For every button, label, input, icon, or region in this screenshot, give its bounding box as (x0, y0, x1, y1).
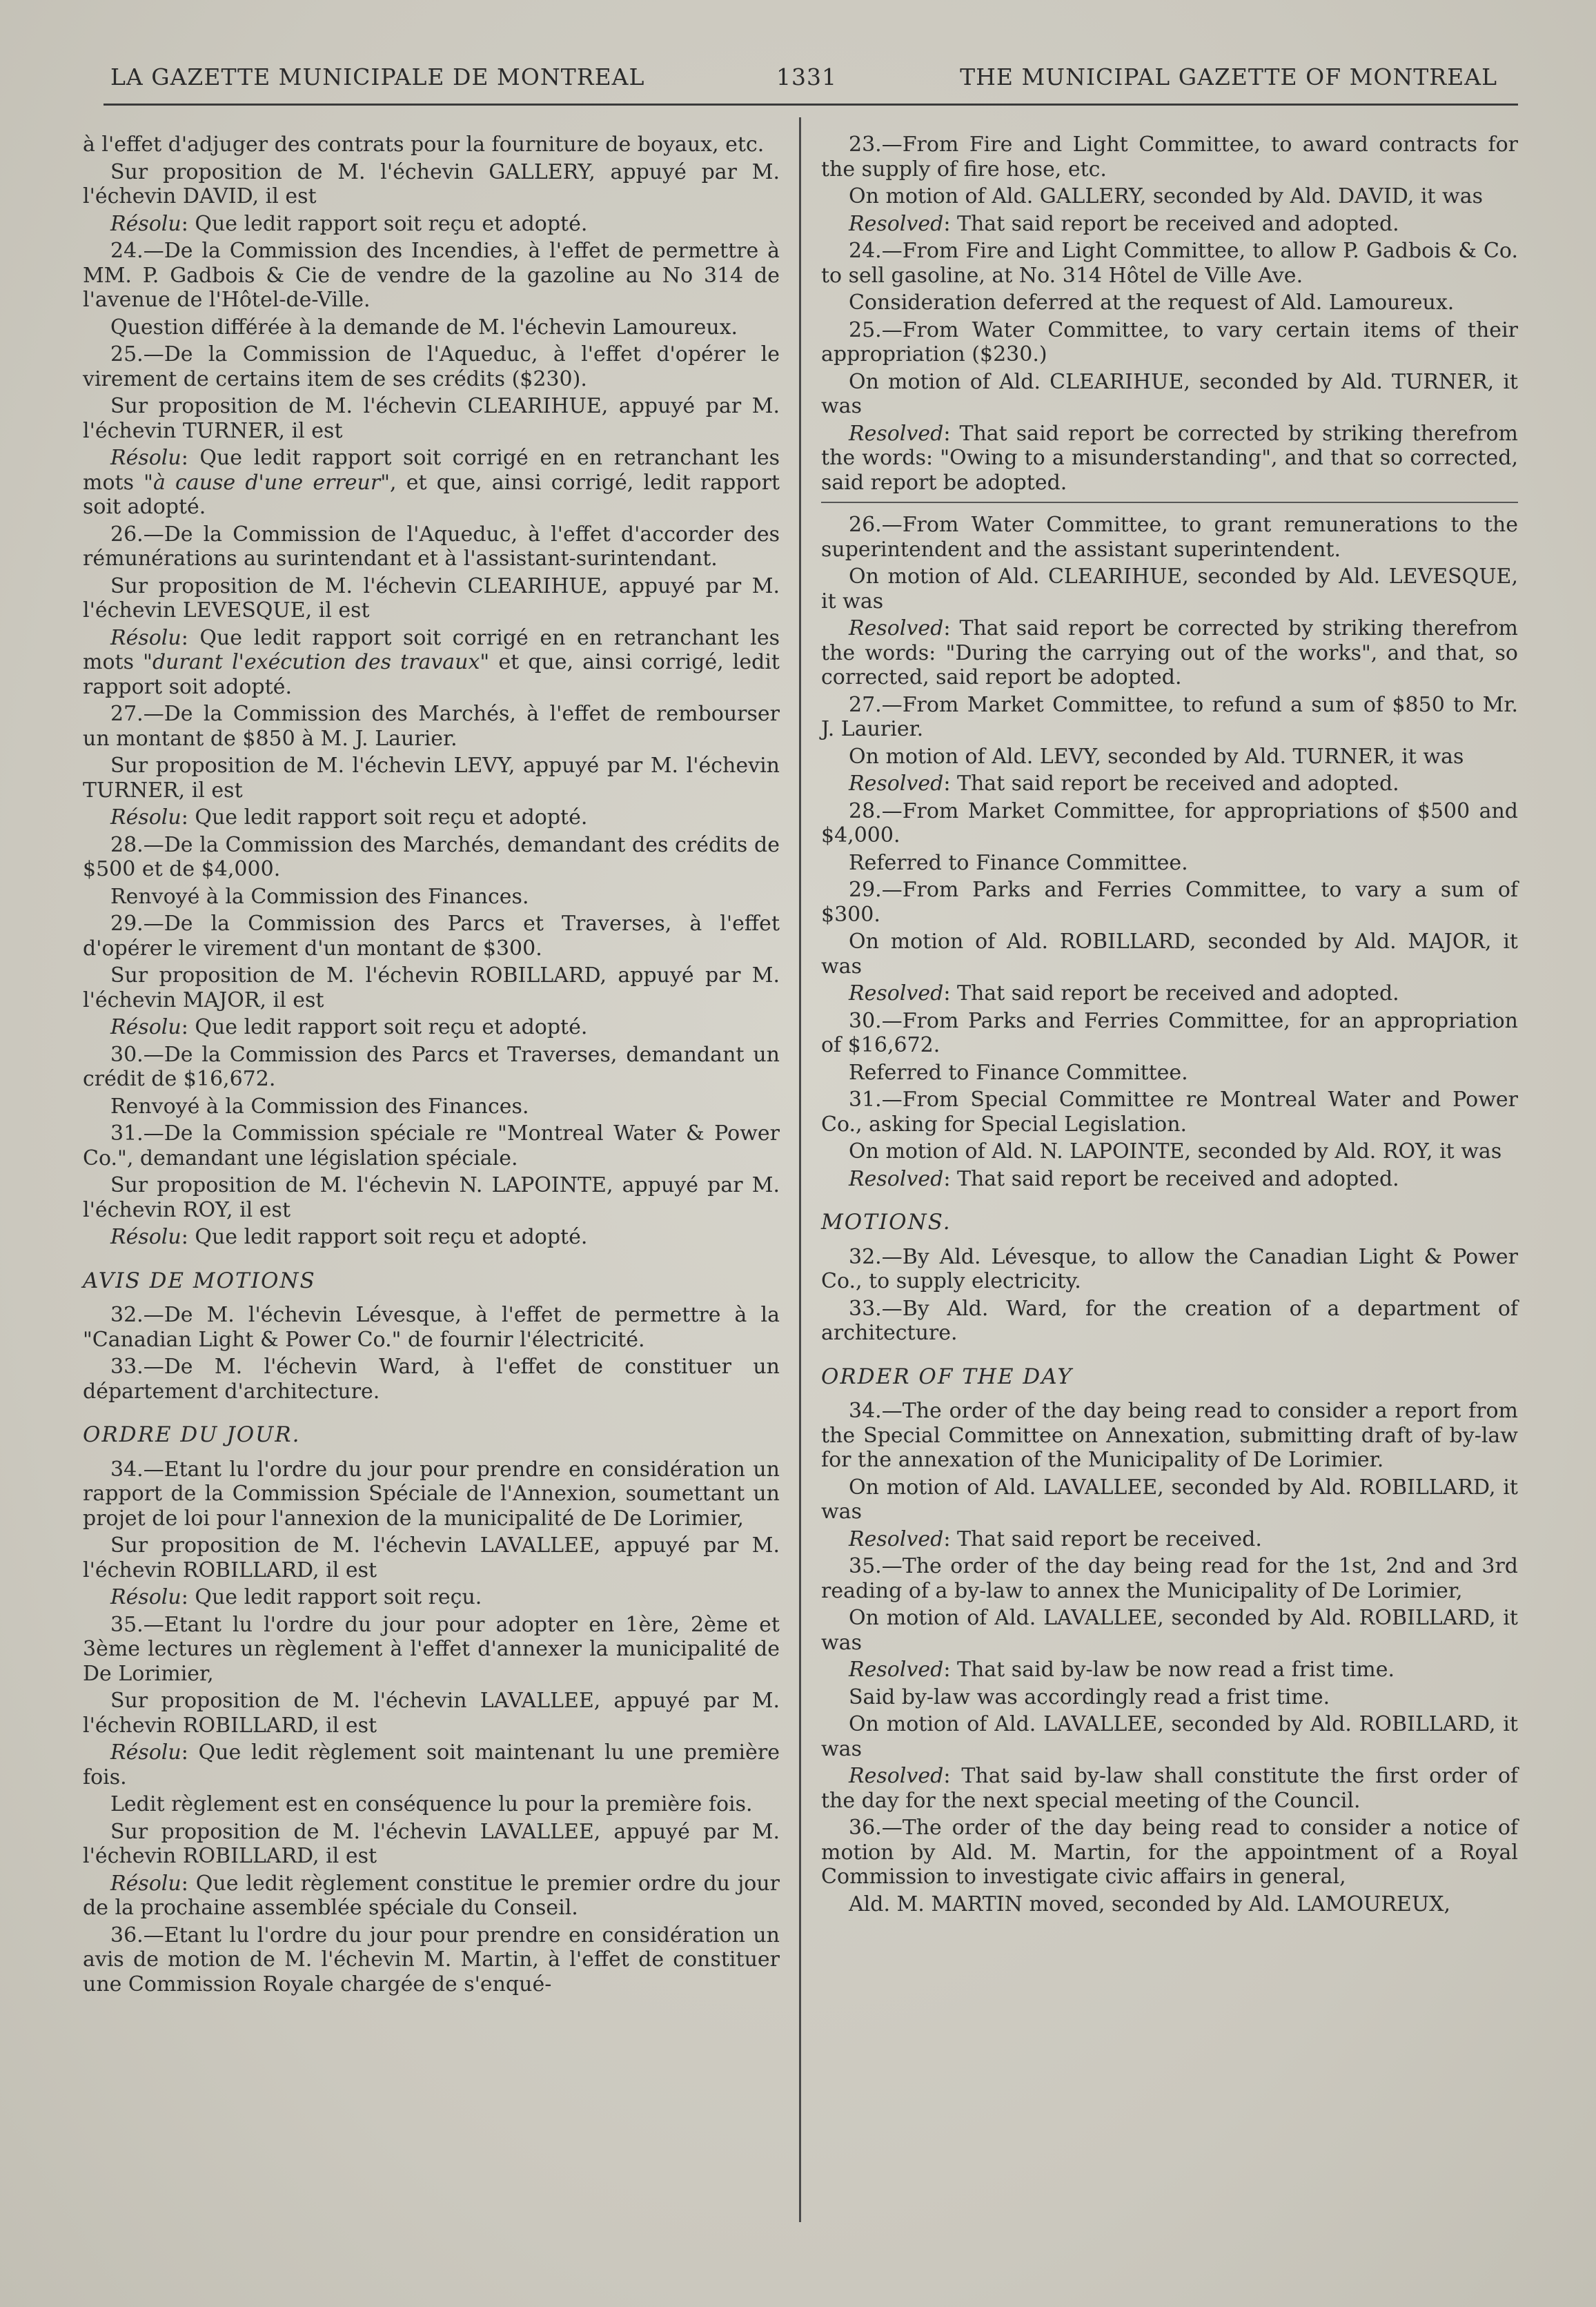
resolution-text: : That said report be corrected by striking therefrom the words: "Owing to a misunderstanding", and that so corrected, said report be adopted. (821, 421, 1518, 495)
resolution-label: Resolved (849, 1166, 944, 1191)
section-heading-avis: AVIS DE MOTIONS (83, 1268, 316, 1293)
paragraph: Renvoyé à la Commission des Finances. (110, 1094, 529, 1119)
resolution-text: : Que ledit rapport soit reçu et adopté. (181, 211, 588, 236)
resolution-text: et que, ainsi corrigé, ledit rapport soit adopté. (83, 650, 780, 699)
resolution-text: : Que ledit rapport soit reçu. (181, 1585, 482, 1609)
paragraph: 33.—By Ald. Ward, for the creation of a department of architecture. (821, 1296, 1518, 1345)
resolution-label: Resolved (849, 1658, 944, 1682)
paragraph: Sur proposition de M. l'échevin LAVALLEE, appuyé par M. l'échevin ROBILLARD, il est (83, 1689, 780, 1738)
paragraph: Renvoyé à la Commission des Finances. (110, 884, 529, 909)
resolution (83, 805, 780, 830)
resolution (83, 1585, 780, 1610)
header-title-english: THE MUNICIPAL GAZETTE OF MONTREAL (960, 63, 1497, 90)
resolution (83, 446, 780, 520)
paragraph: Referred to Finance Committee. (849, 1060, 1188, 1085)
paragraph: On motion of Ald. LAVALLEE, seconded by Ald. ROBILLARD, it was (821, 1475, 1518, 1524)
paragraph: Sur proposition de M. l'échevin CLEARIHUE, appuyé par M. l'échevin TURNER, il est (83, 394, 780, 443)
resolution-label: Résolu (110, 625, 181, 650)
resolution (821, 1764, 1518, 1813)
resolution (821, 1167, 1518, 1192)
paragraph: 30.—From Parks and Ferries Committee, for an appropriation of $16,672. (821, 1008, 1518, 1057)
paragraph: Ledit règlement est en conséquence lu pour la première fois. (110, 1792, 753, 1816)
section-heading-order: ORDER OF THE DAY (821, 1364, 1073, 1389)
resolution (83, 1872, 780, 1921)
paragraph: 34.—Etant lu l'ordre du jour pour prendre en considération un rapport de la Commission Spéciale de l'Annexion, soumettant un projet de loi pour l'annexion de la municipalité de De Lorimier, (83, 1457, 780, 1531)
paragraph: Ald. M. MARTIN moved, seconded by Ald. LAMOUREUX, (849, 1892, 1451, 1916)
paragraph: 34.—The order of the day being read to consider a report from the Special Committee on Annexation, submitting draft of by-law for the annexation of the Municipality of De Lorimier. (821, 1399, 1518, 1472)
resolution (83, 1015, 780, 1040)
paragraph: 30.—De la Commission des Parcs et Traverses, demandant un crédit de $16,672. (83, 1042, 780, 1091)
paragraph: 25.—From Water Committee, to vary certain items of their appropriation ($230.) (821, 317, 1518, 366)
paragraph: On motion of Ald. LAVALLEE, seconded by Ald. ROBILLARD, it was (821, 1606, 1518, 1655)
french-column (83, 132, 780, 1999)
resolution-label: Resolved (849, 211, 944, 236)
paragraph: 26.—De la Commission de l'Aqueduc, à l'effet d'accorder des rémunérations au surintendant et à l'assistant-surintendant. (83, 522, 780, 571)
resolution-label: Resolved (849, 616, 944, 640)
paragraph: 29.—From Parks and Ferries Committee, to vary a sum of $300. (821, 878, 1518, 927)
resolution-text: : Que ledit règlement soit maintenant lu une première fois. (83, 1740, 780, 1789)
paragraph: 28.—From Market Committee, for appropriations of $500 and $4,000. (821, 798, 1518, 847)
resolution (821, 772, 1518, 796)
resolution-text: : That said report be received and adopted. (943, 1166, 1399, 1191)
resolution-text: : That said by-law shall constitute the first order of the day for the next special meeting of the Council. (821, 1764, 1518, 1813)
paragraph: à l'effet d'adjuger des contrats pour la fourniture de boyaux, etc. (83, 132, 765, 157)
paragraph: Sur proposition de M. l'échevin LAVALLEE, appuyé par M. l'échevin ROBILLARD, il est (83, 1533, 780, 1582)
column-divider (799, 117, 801, 2222)
paragraph: 27.—From Market Committee, to refund a sum of $850 to Mr. J. Laurier. (821, 692, 1518, 741)
english-column (821, 132, 1518, 1919)
paragraph: On motion of Ald. N. LAPOINTE, seconded by Ald. ROY, it was (849, 1139, 1502, 1164)
paragraph: On motion of Ald. GALLERY, seconded by Ald. DAVID, it was (849, 184, 1484, 208)
paragraph: Sur proposition de M. l'échevin ROBILLARD, appuyé par M. l'échevin MAJOR, il est (83, 963, 780, 1012)
paragraph: Sur proposition de M. l'échevin LEVY, appuyé par M. l'échevin TURNER, il est (83, 754, 780, 803)
resolution (821, 1527, 1518, 1552)
paragraph: 35.—Etant lu l'ordre du jour pour adopter en 1ère, 2ème et 3ème lectures un règlement à l'effet d'annexer la municipalité de De Lorimier, (83, 1612, 780, 1686)
paragraph: Consideration deferred at the request of Ald. Lamoureux. (849, 291, 1455, 315)
resolution-label: Resolved (849, 772, 944, 796)
paragraph: 29.—De la Commission des Parcs et Traverses, à l'effet d'opérer le virement d'un montant de $300. (83, 912, 780, 961)
paragraph: 32.—De M. l'échevin Lévesque, à l'effet de permettre à la "Canadian Light & Power Co." de fournir l'électricité. (83, 1303, 780, 1352)
paragraph: On motion of Ald. CLEARIHUE, seconded by Ald. LEVESQUE, it was (821, 565, 1518, 613)
paragraph: 24.—De la Commission des Incendies, à l'effet de permettre à MM. P. Gadbois & Cie de vendre de la gazoline au No 314 de l'avenue de l'Hôtel-de-Ville. (83, 239, 780, 312)
paragraph: Referred to Finance Committee. (849, 850, 1188, 875)
resolution-label: Résolu (110, 1871, 181, 1896)
paragraph: Sur proposition de M. l'échevin CLEARIHUE, appuyé par M. l'échevin LEVESQUE, il est (83, 573, 780, 622)
resolution-text: : That said report be received and adopted. (943, 772, 1399, 796)
paragraph: 25.—De la Commission de l'Aqueduc, à l'effet d'opérer le virement de certains item de ses crédits ($230). (83, 342, 780, 391)
paragraph: 32.—By Ald. Lévesque, to allow the Canadian Light & Power Co., to supply electricity. (821, 1244, 1518, 1293)
resolution-text: : Que ledit rapport soit reçu et adopté. (181, 805, 588, 829)
resolution (821, 212, 1518, 237)
resolution-text: : That said report be corrected by striking therefrom the words: "During the carrying out of the works", and that, so corrected, said report be adopted. (821, 616, 1518, 689)
paragraph: 23.—From Fire and Light Committee, to award contracts for the supply of fire hose, etc. (821, 132, 1518, 181)
resolution (821, 616, 1518, 690)
resolution-label: Resolved (849, 421, 944, 446)
header-rule (104, 104, 1518, 106)
resolution-text: : That said report be received and adopted. (943, 981, 1399, 1005)
page-header (104, 63, 1497, 98)
paragraph: 35.—The order of the day being read for the 1st, 2nd and 3rd reading of a by-law to annex the Municipality of De Lorimier, (821, 1554, 1518, 1603)
section-heading-ordre: ORDRE DU JOUR. (83, 1422, 301, 1447)
paragraph: 24.—From Fire and Light Committee, to allow P. Gadbois & Co. to sell gasoline, at No. 314 Hôtel de Ville Ave. (821, 239, 1518, 288)
resolution (83, 212, 780, 237)
resolution-text: : Que ledit rapport soit corrigé en en retranchant les mots (83, 625, 780, 674)
resolution-label: Resolved (849, 981, 944, 1005)
resolution-text: : That said report be received. (943, 1526, 1262, 1551)
resolution-text: : Que ledit rapport soit corrigé en en retranchant les mots (83, 446, 780, 495)
resolution-text: : Que ledit rapport soit reçu et adopté. (181, 1225, 588, 1249)
paragraph: On motion of Ald. CLEARIHUE, seconded by Ald. TURNER, it was (821, 369, 1518, 418)
paragraph: On motion of Ald. ROBILLARD, seconded by Ald. MAJOR, it was (821, 930, 1518, 979)
resolution-label: Résolu (110, 1015, 181, 1039)
quoted-words: "à cause d'une erreur" (144, 470, 391, 495)
resolution-label: Resolved (849, 1526, 944, 1551)
paragraph: 28.—De la Commission des Marchés, demandant des crédits de $500 et de $4,000. (83, 832, 780, 881)
paragraph: Sur proposition de M. l'échevin GALLERY, appuyé par M. l'échevin DAVID, il est (83, 159, 780, 208)
resolution (83, 1225, 780, 1250)
paragraph: On motion of Ald. LEVY, seconded by Ald. TURNER, it was (849, 744, 1464, 769)
paragraph: On motion of Ald. LAVALLEE, seconded by Ald. ROBILLARD, it was (821, 1712, 1518, 1761)
paragraph: 36.—The order of the day being read to consider a notice of motion by Ald. M. Martin, for the appointment of a Royal Commission to investigate civic affairs in general, (821, 1816, 1518, 1889)
resolution (821, 422, 1518, 495)
resolution (83, 1740, 780, 1789)
resolution-text: : That said by-law be now read a frist time. (943, 1658, 1395, 1682)
resolution-text: : That said report be received and adopted. (943, 211, 1399, 236)
paragraph: 31.—From Special Committee re Montreal Water and Power Co., asking for Special Legislation. (821, 1088, 1518, 1137)
resolution (83, 626, 780, 700)
divider (821, 502, 1518, 503)
resolution (821, 1658, 1518, 1682)
resolution-label: Résolu (110, 1225, 181, 1249)
section-heading-motions: MOTIONS. (821, 1210, 952, 1235)
resolution-text: : Que ledit rapport soit reçu et adopté. (181, 1015, 588, 1039)
resolution-label: Resolved (849, 1764, 944, 1788)
paragraph: 36.—Etant lu l'ordre du jour pour prendre en considération un avis de motion de M. l'échevin M. Martin, à l'effet de constituer une Commission Royale chargée de s'enqué- (83, 1923, 780, 1996)
resolution-label: Résolu (110, 211, 181, 236)
resolution-text: , et que, ainsi corrigé, ledit rapport soit adopté. (83, 470, 780, 519)
page-number: 1331 (776, 63, 837, 90)
paragraph: 26.—From Water Committee, to grant remunerations to the superintendent and the assistant superintendent. (821, 513, 1518, 562)
quoted-words: "durant l'exécution des travaux" (143, 650, 490, 674)
resolution-label: Résolu (110, 1585, 181, 1609)
paragraph: Said by-law was accordingly read a frist time. (849, 1685, 1330, 1709)
paragraph: Sur proposition de M. l'échevin N. LAPOINTE, appuyé par M. l'échevin ROY, il est (83, 1173, 780, 1222)
resolution-label: Résolu (110, 805, 181, 829)
paragraph: Sur proposition de M. l'échevin LAVALLEE, appuyé par M. l'échevin ROBILLARD, il est (83, 1819, 780, 1868)
paragraph: 31.—De la Commission spéciale re "Montreal Water & Power Co.", demandant une législation spéciale. (83, 1121, 780, 1170)
paragraph: 33.—De M. l'échevin Ward, à l'effet de constituer un département d'architecture. (83, 1355, 780, 1404)
paragraph: 27.—De la Commission des Marchés, à l'effet de rembourser un montant de $850 à M. J. Laurier. (83, 702, 780, 751)
resolution-text: : Que ledit règlement constitue le premier ordre du jour de la prochaine assemblée spéciale du Conseil. (83, 1871, 780, 1920)
resolution-label: Résolu (110, 1740, 181, 1765)
resolution-label: Résolu (110, 446, 181, 470)
paragraph: Question différée à la demande de M. l'échevin Lamoureux. (110, 315, 738, 340)
header-title-french: LA GAZETTE MUNICIPALE DE MONTREAL (110, 63, 645, 90)
resolution (821, 981, 1518, 1006)
